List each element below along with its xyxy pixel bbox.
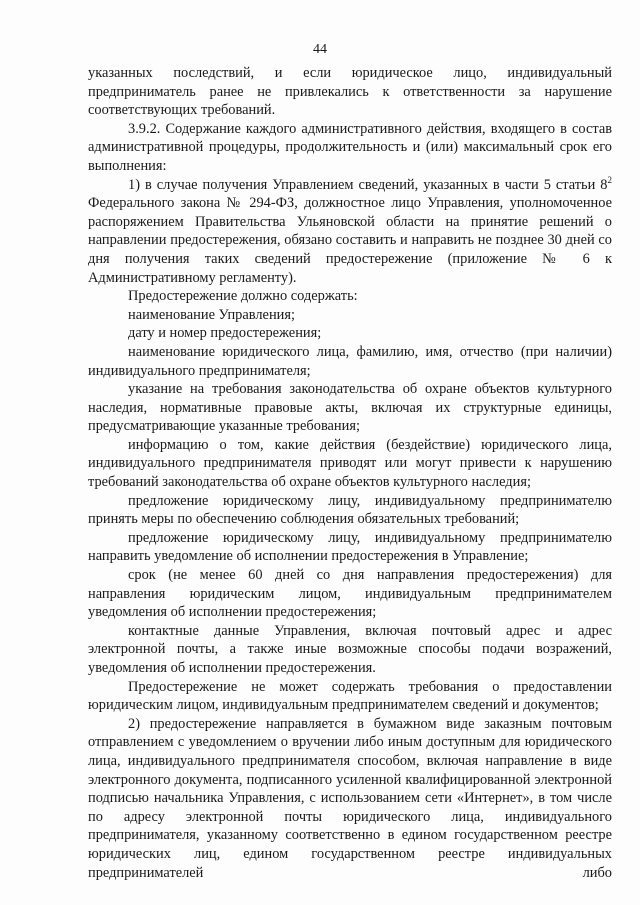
document-body [88,64,612,882]
list-item: контактные данные Управления, включая почтовый адрес и адрес электронной почты, а также иные возможные способы подачи возражений, уведомления об исполнении предостережения. [88,622,612,676]
paragraph: 3.9.2. Содержание каждого административного действия, входящего в состав административной процедуры, продолжительность и (или) максимальный срок его выполнения: [88,120,612,174]
paragraph [88,176,612,288]
superscript: 2 [607,174,612,185]
paragraph-text: Федерального закона № 294-ФЗ, должностное лицо Управления, уполномоченное распоряжением Правительства Ульяновской области на принятие решений о направлении предостережения, обязано составить и направить не позднее 30 дней со дня получения таких сведений предостережение (приложение № 6 к Административному регламенту). [88,195,612,286]
list-item: наименование Управления; [128,306,295,323]
paragraph: 2) предостережение направляется в бумажном виде заказным почтовым отправлением с уведомлением о вручении либо иным доступным для юридического лица, индивидуального предпринимателя способом, включая направление в виде электронного документа, подписанного усиленной квалифицированной электронной подписью начальника Управления, с использованием сети «Интернет», в том числе по адресу электронной почты юридического лица, индивидуального предпринимателя, указанному соответственно в едином государственном реестре юридических лиц, едином государственном реестре индивидуальных предпринимателей либо [88,715,612,881]
list-item: предложение юридическому лицу, индивидуальному предпринимателю принять меры по обеспечению соблюдения обязательных требований; [88,492,612,528]
page-number: 44 [313,42,327,57]
list-item: предложение юридическому лицу, индивидуальному предпринимателю направить уведомление об исполнении предостережения в Управление; [88,529,612,565]
list-item: срок (не менее 60 дней со дня направления предостережения) для направления юридическим лицом, индивидуальным предпринимателем уведомления об исполнении предостережения; [88,567,612,621]
list-item: указание на требования законодательства об охране объектов культурного наследия, нормативные правовые акты, включая их структурные единицы, предусматривающие указанные требования; [88,381,612,435]
paragraph: Предостережение не может содержать требования о предоставлении юридическим лицом, индивидуальным предпринимателем сведений и документов; [88,678,612,714]
list-item: дату и номер предостережения; [128,325,322,342]
list-item: наименование юридического лица, фамилию, имя, отчество (при наличии) индивидуального предпринимателя; [88,343,612,379]
paragraph: указанных последствий, и если юридическое лицо, индивидуальный предприниматель ранее не привлекались к ответственности за нарушение соответствующих требований. [88,65,612,119]
paragraph: Предостережение должно содержать: [128,288,358,305]
list-item: информацию о том, какие действия (бездействие) юридического лица, индивидуального предпринимателя приводят или могут привести к нарушению требований законодательства об охране объектов культурного наследия; [88,436,612,491]
paragraph-text: 1) в случае получения Управлением сведений, указанных в части 5 статьи 8 [128,176,608,193]
